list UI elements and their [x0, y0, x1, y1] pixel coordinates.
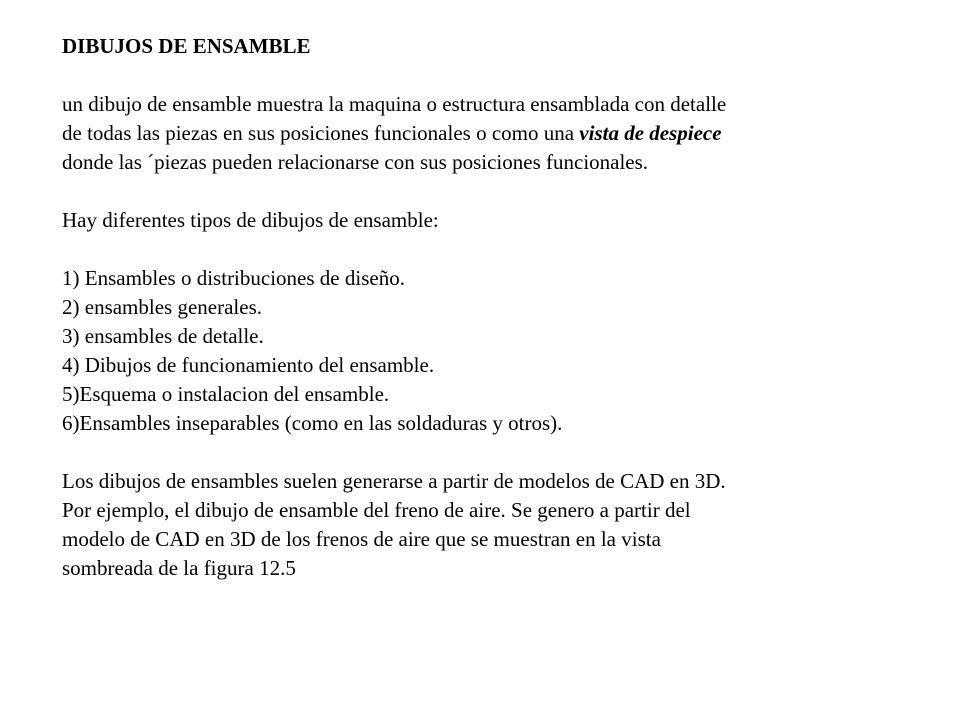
definition-line-2-text: de todas las piezas en sus posiciones funcionales o como una	[62, 121, 580, 145]
cad-paragraph	[62, 467, 942, 583]
cad-line-2: Por ejemplo, el dibujo de ensamble del freno de aire. Se genero a partir del	[62, 498, 691, 522]
definition-line-3: donde las ´piezas pueden relacionarse con sus posiciones funcionales.	[62, 150, 649, 174]
cad-line-1: Los dibujos de ensambles suelen generarse a partir de modelos de CAD en 3D.	[62, 469, 726, 493]
definition-paragraph	[62, 90, 942, 177]
types-intro: Hay diferentes tipos de dibujos de ensamble:	[62, 208, 439, 232]
exploded-view-term: vista de despiece	[579, 121, 722, 145]
slide-title: DIBUJOS DE ENSAMBLE	[62, 34, 311, 58]
slide-content	[62, 32, 942, 612]
list-item: 6)Ensambles inseparables (como en las soldaduras y otros).	[62, 411, 563, 435]
definition-line-2	[62, 119, 942, 148]
list-item: 5)Esquema o instalacion del ensamble.	[62, 382, 390, 406]
list-item: 2) ensambles generales.	[62, 295, 263, 319]
list-item: 4) Dibujos de funcionamiento del ensamble.	[62, 353, 435, 377]
definition-line-1: un dibujo de ensamble muestra la maquina o estructura ensamblada con detalle	[62, 92, 727, 116]
cad-line-3: modelo de CAD en 3D de los frenos de aire que se muestran en la vista	[62, 527, 661, 551]
list-item: 3) ensambles de detalle.	[62, 324, 264, 348]
cad-line-4: sombreada de la figura 12.5	[62, 556, 296, 580]
list-item: 1) Ensambles o distribuciones de diseño.	[62, 266, 405, 290]
assembly-types-list	[62, 264, 942, 438]
